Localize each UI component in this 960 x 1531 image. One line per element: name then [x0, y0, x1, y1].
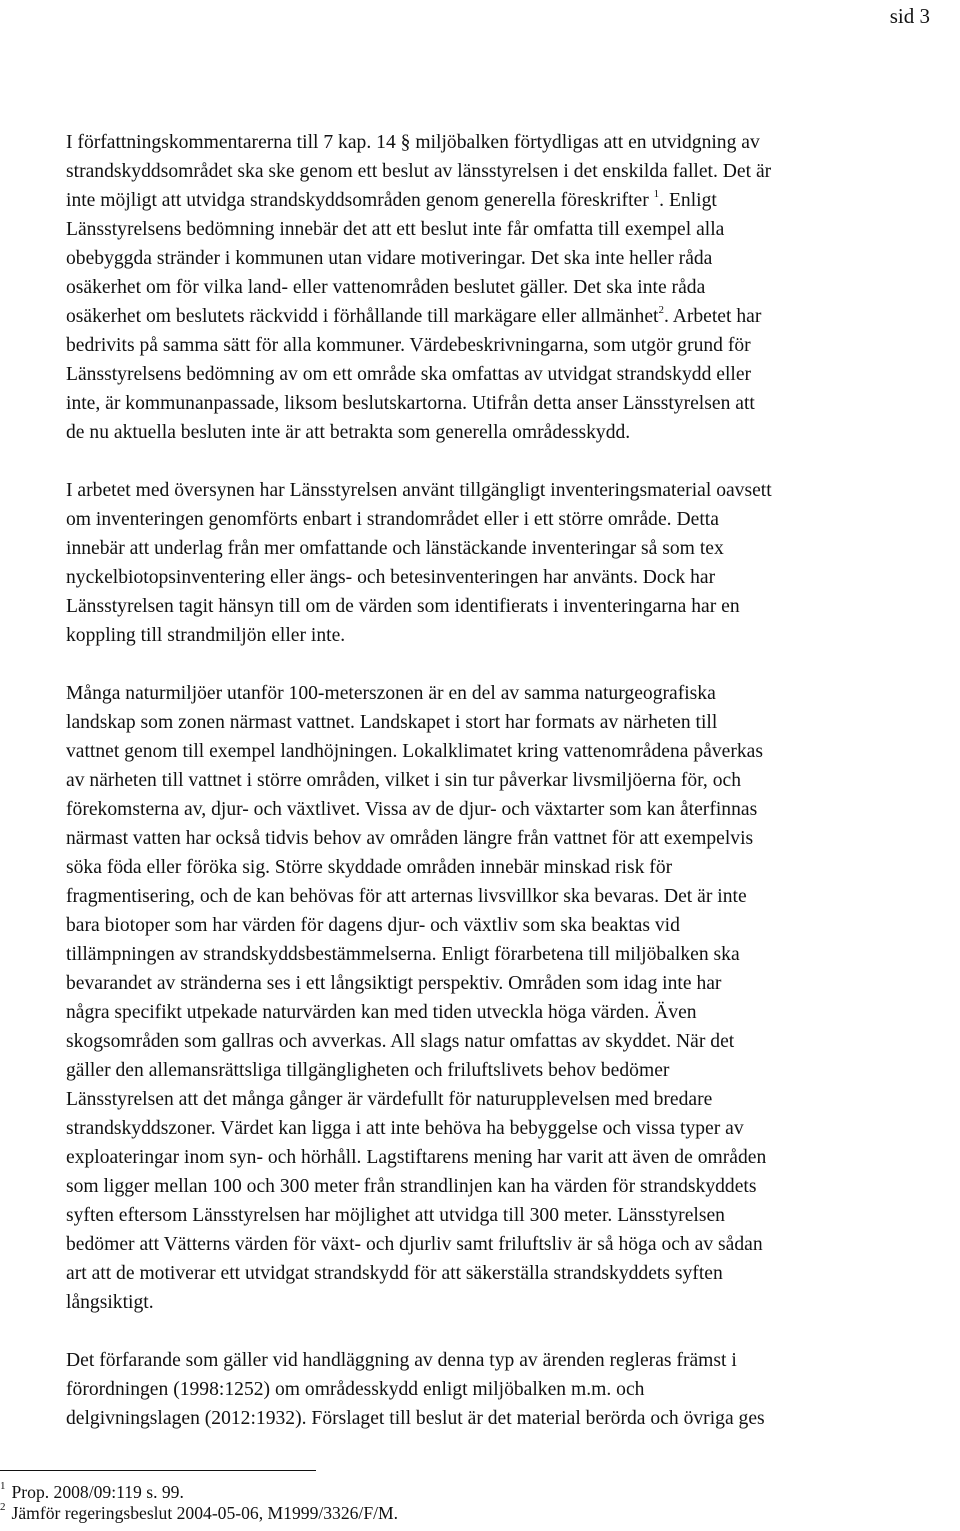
- text-fragment: osäkerhet om beslutets räckvidd i förhållande till markägare eller allmänhet: [66, 306, 659, 327]
- text-line: bedrivits på samma sätt för alla kommuner. Värdebeskrivningarna, som utgör grund för: [66, 335, 751, 356]
- text-line: strandskyddszoner. Värdet kan ligga i att inte behöva ha bebyggelse och vissa typer av: [66, 1118, 744, 1139]
- text-fragment: inte möjligt att utvidga strandskyddsområden genom generella föreskrifter: [66, 190, 649, 211]
- text-fragment: . Arbetet har: [663, 306, 762, 327]
- text-line: delgivningslagen (2012:1932). Förslaget till beslut är det material berörda och övriga ges: [66, 1408, 765, 1429]
- text-line: skogsområden som gallras och avverkas. All slags natur omfattas av skyddet. När det: [66, 1031, 735, 1052]
- text-fragment: . Enligt: [659, 190, 717, 211]
- text-line: koppling till strandmiljön eller inte.: [66, 625, 346, 646]
- text-line: några specifikt utpekade naturvärden kan med tiden utveckla höga värden. Även: [66, 1002, 697, 1023]
- footnote-number: 1: [0, 1480, 6, 1493]
- paragraph-1: [66, 128, 932, 447]
- text-line: osäkerhet om för vilka land- eller vattenområden beslutet gäller. Det ska inte råda: [66, 277, 706, 298]
- text-line: vattnet genom till exempel landhöjningen. Lokalklimatet kring vattenområdena påverkas: [66, 741, 763, 762]
- text-line: strandskyddsområdet ska ske genom ett beslut av länsstyrelsen i det enskilda fallet. Det är: [66, 161, 772, 182]
- footnote-ref-2: 2: [658, 304, 664, 317]
- text-line: tillämpningen av strandskyddsbestämmelserna. Enligt förarbetena till miljöbalken ska: [66, 944, 740, 965]
- text-line: som ligger mellan 100 och 300 meter från strandlinjen kan ha värden för strandskyddets: [66, 1176, 757, 1197]
- text-line: [66, 302, 932, 331]
- text-line: Länsstyrelsens bedömning av om ett område ska omfattas av utvidgat strandskydd eller: [66, 364, 752, 385]
- text-line: förekomsterna av, djur- och växtlivet. Vissa av de djur- och växtarter som kan återfinnas: [66, 799, 758, 820]
- text-line: fragmentisering, och de kan behövas för att arternas livsvillkor ska bevaras. Det är inte: [66, 886, 747, 907]
- text-line: Länsstyrelsen att det många gånger är värdefullt för naturupplevelsen med bredare: [66, 1089, 713, 1110]
- text-line: söka föda eller föröka sig. Större skyddade områden innebär minskad risk för: [66, 857, 673, 878]
- paragraph-3: [66, 679, 932, 1317]
- text-line: långsiktigt.: [66, 1292, 154, 1313]
- paragraph-2: [66, 476, 932, 650]
- text-line: närmast vatten har också tidvis behov av områden längre från vattnet för att exempelvis: [66, 828, 754, 849]
- footnote-ref-1: 1: [653, 188, 660, 201]
- text-line: obebyggda stränder i kommunen utan vidare motiveringar. Det ska inte heller råda: [66, 248, 713, 269]
- text-line: art att de motiverar ett utvidgat strandskydd för att säkerställa strandskyddets syften: [66, 1263, 723, 1284]
- text-line: Det förfarande som gäller vid handläggning av denna typ av ärenden regleras främst i: [66, 1350, 737, 1371]
- footnote-number: 2: [0, 1501, 6, 1514]
- text-line: exploateringar inom syn- och hörhåll. Lagstiftarens mening har varit att även de områden: [66, 1147, 767, 1168]
- text-line: nyckelbiotopsinventering eller ängs- och betesinventeringen har använts. Dock har: [66, 567, 716, 588]
- text-line: I författningskommentarerna till 7 kap. 14 § miljöbalken förtydligas att en utvidgning av: [66, 132, 760, 153]
- text-line: Länsstyrelsens bedömning innebär det att ett beslut inte får omfatta till exempel alla: [66, 219, 725, 240]
- text-line: syften eftersom Länsstyrelsen har möjlighet att utvidga till 300 meter. Länsstyrelsen: [66, 1205, 725, 1226]
- text-line: Många naturmiljöer utanför 100-meterszonen är en del av samma naturgeografiska: [66, 683, 716, 704]
- text-line: de nu aktuella besluten inte är att betrakta som generella områdesskydd.: [66, 422, 631, 443]
- text-line: innebär att underlag från mer omfattande och länstäckande inventeringar så som tex: [66, 538, 724, 559]
- page-number: sid 3: [889, 4, 930, 28]
- footnote-1: [0, 1482, 398, 1503]
- text-line: I arbetet med översynen har Länsstyrelsen använt tillgängligt inventeringsmaterial oavsett: [66, 480, 772, 501]
- text-line: [66, 186, 932, 215]
- text-line: bedömer att Vätterns värden för växt- och djurliv samt friluftsliv är så höga och av sådan: [66, 1234, 763, 1255]
- text-line: Länsstyrelsen tagit hänsyn till om de värden som identifierats i inventeringarna har en: [66, 596, 740, 617]
- footnote-separator: [0, 1470, 316, 1471]
- text-line: förordningen (1998:1252) om områdesskydd enligt miljöbalken m.m. och: [66, 1379, 645, 1400]
- footnote-2: [0, 1503, 398, 1524]
- text-line: bevarandet av stränderna ses i ett långsiktigt perspektiv. Områden som idag inte har: [66, 973, 722, 994]
- text-line: inte, är kommunanpassade, liksom beslutskartorna. Utifrån detta anser Länsstyrelsen att: [66, 393, 755, 414]
- footnote-text: Jämför regeringsbeslut 2004-05-06, M1999/3326/F/M.: [11, 1503, 399, 1523]
- text-line: bara biotoper som har värden för dagens djur- och växtliv som ska beaktas vid: [66, 915, 680, 936]
- text-line: om inventeringen genomförts enbart i strandområdet eller i ett större område. Detta: [66, 509, 719, 530]
- text-line: gäller den allemansrättsliga tillgängligheten och friluftslivets behov bedömer: [66, 1060, 670, 1081]
- body-text: [66, 128, 932, 1462]
- footnote-text: Prop. 2008/09:119 s. 99.: [11, 1482, 184, 1502]
- paragraph-4: [66, 1346, 932, 1433]
- text-line: landskap som zonen närmast vattnet. Landskapet i stort har formats av närheten till: [66, 712, 718, 733]
- text-line: av närheten till vattnet i större områden, vilket i sin tur påverkar livsmiljöerna för, och: [66, 770, 741, 791]
- footnotes: [0, 1482, 398, 1524]
